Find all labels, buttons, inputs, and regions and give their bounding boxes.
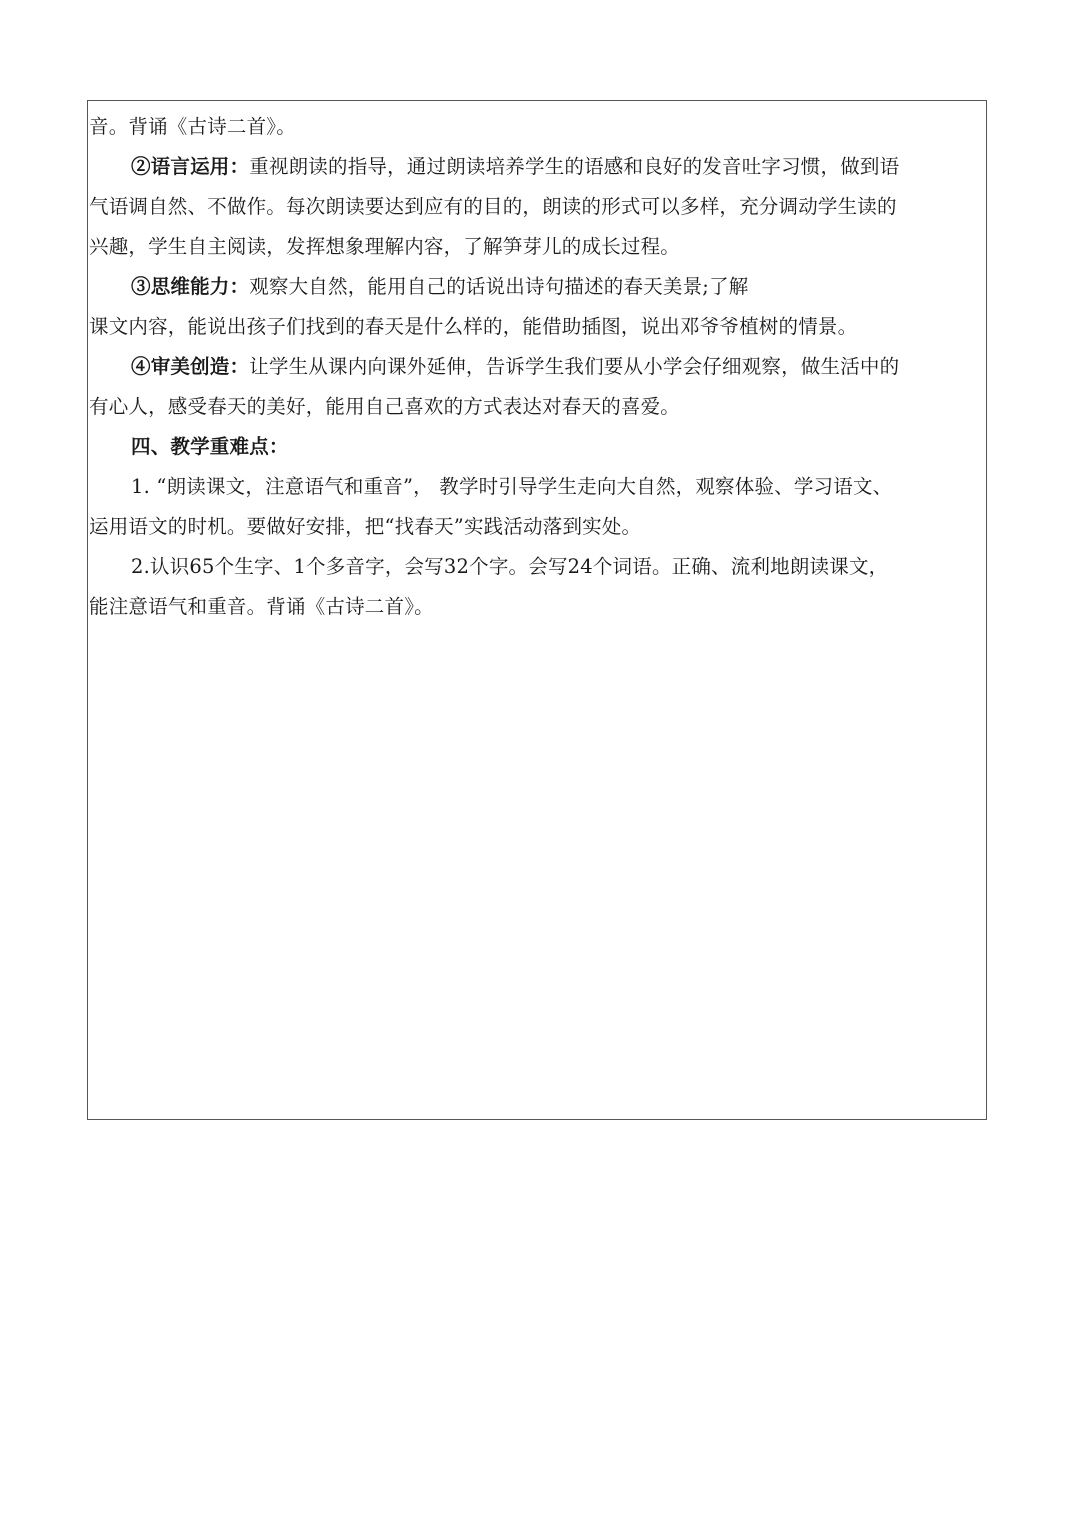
- section-heading: 四、教学重难点：: [131, 435, 289, 458]
- text-line-6: [89, 307, 985, 347]
- line-text: 观察大自然，能用自己的话说出诗句描述的春天美景;了解: [249, 275, 749, 298]
- line-text: 气语调自然、不做作。每次朗读要达到应有的目的，朗读的形式可以多样，充分调动学生读的: [89, 195, 897, 218]
- line-text: 1. “朗读课文，注意语气和重音”， 教学时引导学生走向大自然，观察体验、学习语文、: [131, 475, 893, 498]
- document-body: [89, 107, 985, 627]
- goal-thinking-ability: [89, 267, 985, 307]
- line-text: 2.认识65个生字、1个多音字，会写32个字。会写24个词语。正确、流利地朗读课文，: [131, 555, 889, 578]
- line-text: 兴趣，学生自主阅读，发挥想象理解内容，了解笋芽儿的成长过程。: [89, 235, 681, 258]
- goal-language-use: [89, 147, 985, 187]
- text-line-3: [89, 187, 985, 227]
- text-line-1: [89, 107, 985, 147]
- text-line-4: [89, 227, 985, 267]
- line-text: 有心人，感受春天的美好，能用自己喜欢的方式表达对春天的喜爱。: [89, 395, 681, 418]
- line-text: 音。背诵《古诗二首》。: [89, 115, 296, 138]
- line-text: 运用语文的时机。要做好安排，把“找春天”实践活动落到实处。: [89, 515, 642, 538]
- text-line-11: [89, 507, 985, 547]
- section-label: ②语言运用：: [131, 155, 250, 178]
- section-label: ③思维能力：: [131, 275, 250, 298]
- section-heading-key-difficulties: [89, 427, 985, 467]
- line-text: 能注意语气和重音。背诵《古诗二首》。: [89, 595, 434, 618]
- section-label: ④审美创造：: [131, 355, 250, 378]
- goal-aesthetic-creation: [89, 347, 985, 387]
- line-text: 让学生从课内向课外延伸，告诉学生我们要从小学会仔细观察，做生活中的: [249, 355, 900, 378]
- line-text: 重视朗读的指导，通过朗读培养学生的语感和良好的发音吐字习惯，做到语: [249, 155, 900, 178]
- line-text: 课文内容，能说出孩子们找到的春天是什么样的，能借助插图，说出邓爷爷植树的情景。: [89, 315, 858, 338]
- text-line-13: [89, 587, 985, 627]
- document-frame: [87, 100, 987, 1120]
- key-point-1: [89, 467, 985, 507]
- key-point-2: [89, 547, 985, 587]
- text-line-8: [89, 387, 985, 427]
